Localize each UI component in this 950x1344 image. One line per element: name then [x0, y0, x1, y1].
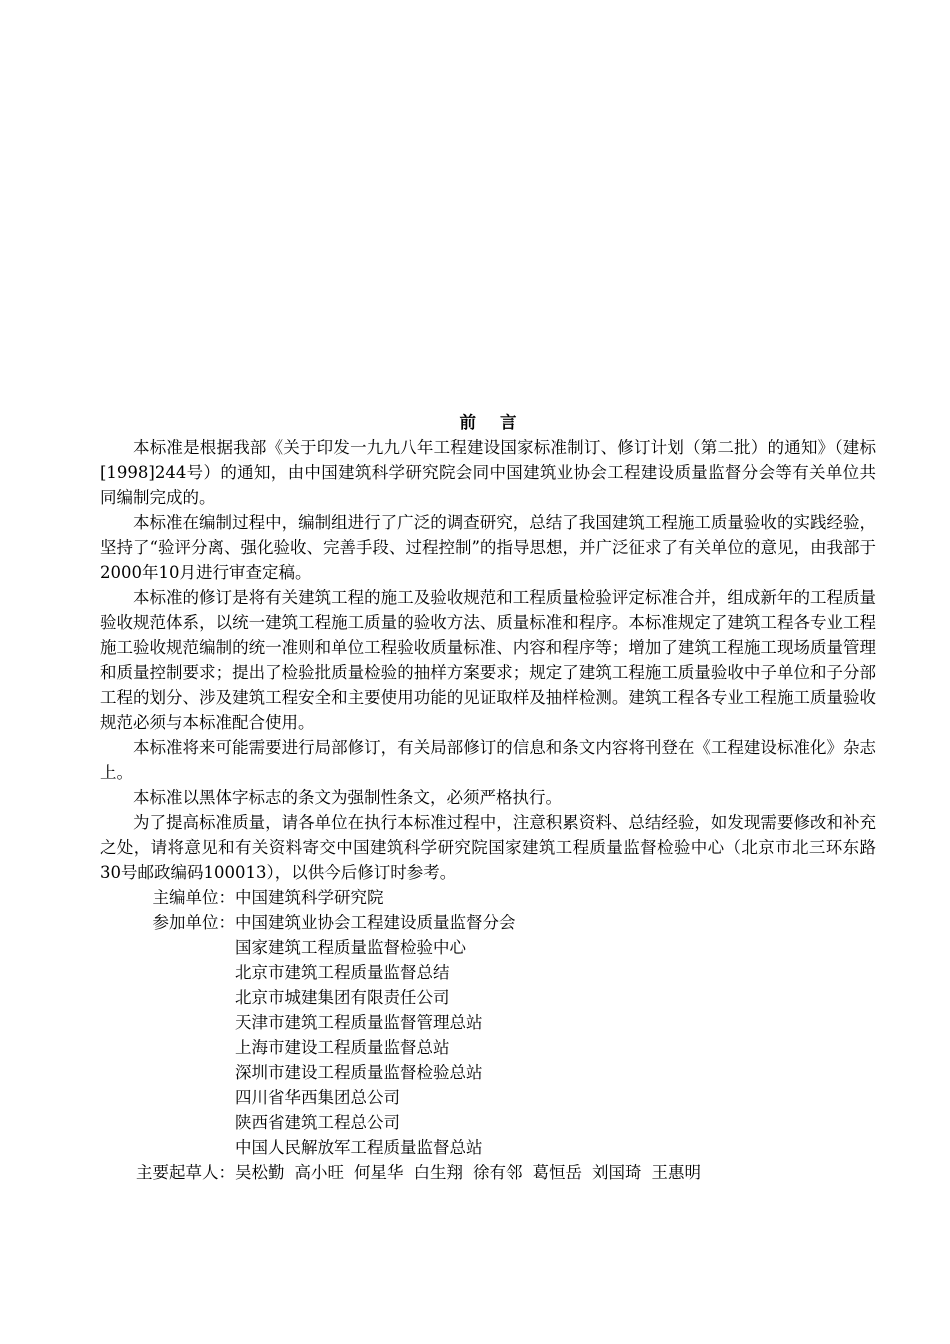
drafter-name: 王惠明 — [651, 1163, 701, 1182]
drafter-name: 高小旺 — [294, 1163, 344, 1182]
participating-unit-8: 四川省华西集团总公司 — [235, 1088, 400, 1107]
paragraph-2: 本标准在编制过程中，编制组进行了广泛的调查研究，总结了我国建筑工程施工质量验收的实践经验，坚持了“验评分离、强化验收、完善手段、过程控制”的指导思想，并广泛征求了有关单位的意见，由我部于2000年10月进行审查定稿。 — [100, 513, 876, 582]
drafter-name: 吴松勤 — [235, 1163, 285, 1182]
participating-unit-9: 陕西省建筑工程总公司 — [235, 1113, 400, 1132]
preface-content — [100, 410, 876, 1185]
drafter-name: 何星华 — [354, 1163, 404, 1182]
drafters-label: 主要起草人： — [136, 1163, 235, 1182]
page-title — [100, 410, 876, 435]
participating-unit-row — [100, 910, 876, 935]
paragraph-1: 本标准是根据我部《关于印发一九九八年工程建设国家标准制订、修订计划（第二批）的通知》（建标[1998]244号）的通知，由中国建筑科学研究院会同中国建筑业协会工程建设质量监督分会等有关单位共同编制完成的。 — [100, 438, 876, 507]
title-part-1: 前 — [459, 413, 476, 432]
participating-unit-4: 北京市城建集团有限责任公司 — [235, 988, 450, 1007]
participating-unit-3: 北京市建筑工程质量监督总结 — [235, 963, 450, 982]
participating-unit-1: 中国建筑业协会工程建设质量监督分会 — [235, 913, 516, 932]
title-part-2: 言 — [500, 413, 517, 432]
participating-unit-7: 深圳市建设工程质量监督检验总站 — [235, 1063, 483, 1082]
drafters-list — [235, 1160, 701, 1185]
drafter-name: 白生翔 — [413, 1163, 463, 1182]
participating-unit-5: 天津市建筑工程质量监督管理总站 — [235, 1013, 483, 1032]
paragraph-4: 本标准将来可能需要进行局部修订，有关局部修订的信息和条文内容将刊登在《工程建设标准化》杂志上。 — [100, 738, 876, 782]
participating-unit-2: 国家建筑工程质量监督检验中心 — [235, 938, 466, 957]
paragraph-6: 为了提高标准质量，请各单位在执行本标准过程中，注意积累资料、总结经验，如发现需要修改和补充之处，请将意见和有关资料寄交中国建筑科学研究院国家建筑工程质量监督检验中心（北京市北三环东路30号邮政编码100013），以供今后修订时参考。 — [100, 813, 876, 882]
drafter-name: 葛恒岳 — [532, 1163, 582, 1182]
chief-unit: 中国建筑科学研究院 — [235, 888, 384, 907]
participating-label: 参加单位： — [152, 913, 235, 932]
chief-unit-row — [100, 885, 876, 910]
paragraph-3: 本标准的修订是将有关建筑工程的施工及验收规范和工程质量检验评定标准合并，组成新年的工程质量验收规范体系，以统一建筑工程施工质量的验收方法、质量标准和程序。本标准规定了建筑工程各专业工程施工验收规范编制的统一准则和单位工程验收质量标准、内容和程序等；增加了建筑工程施工现场质量管理和质量控制要求；提出了检验批质量检验的抽样方案要求；规定了建筑工程施工质量验收中子单位和子分部工程的划分、涉及建筑工程安全和主要使用功能的见证取样及抽样检测。建筑工程各专业工程施工质量验收规范必须与本标准配合使用。 — [100, 588, 876, 732]
participating-units-list — [235, 935, 876, 1160]
participating-unit-10: 中国人民解放军工程质量监督总站 — [235, 1138, 483, 1157]
participating-unit-6: 上海市建设工程质量监督总站 — [235, 1038, 450, 1057]
drafter-name: 徐有邻 — [473, 1163, 523, 1182]
drafter-name: 刘国琦 — [592, 1163, 642, 1182]
paragraph-5: 本标准以黑体字标志的条文为强制性条文，必须严格执行。 — [133, 788, 562, 807]
drafters-row — [100, 1160, 876, 1185]
chief-unit-label: 主编单位： — [152, 888, 235, 907]
